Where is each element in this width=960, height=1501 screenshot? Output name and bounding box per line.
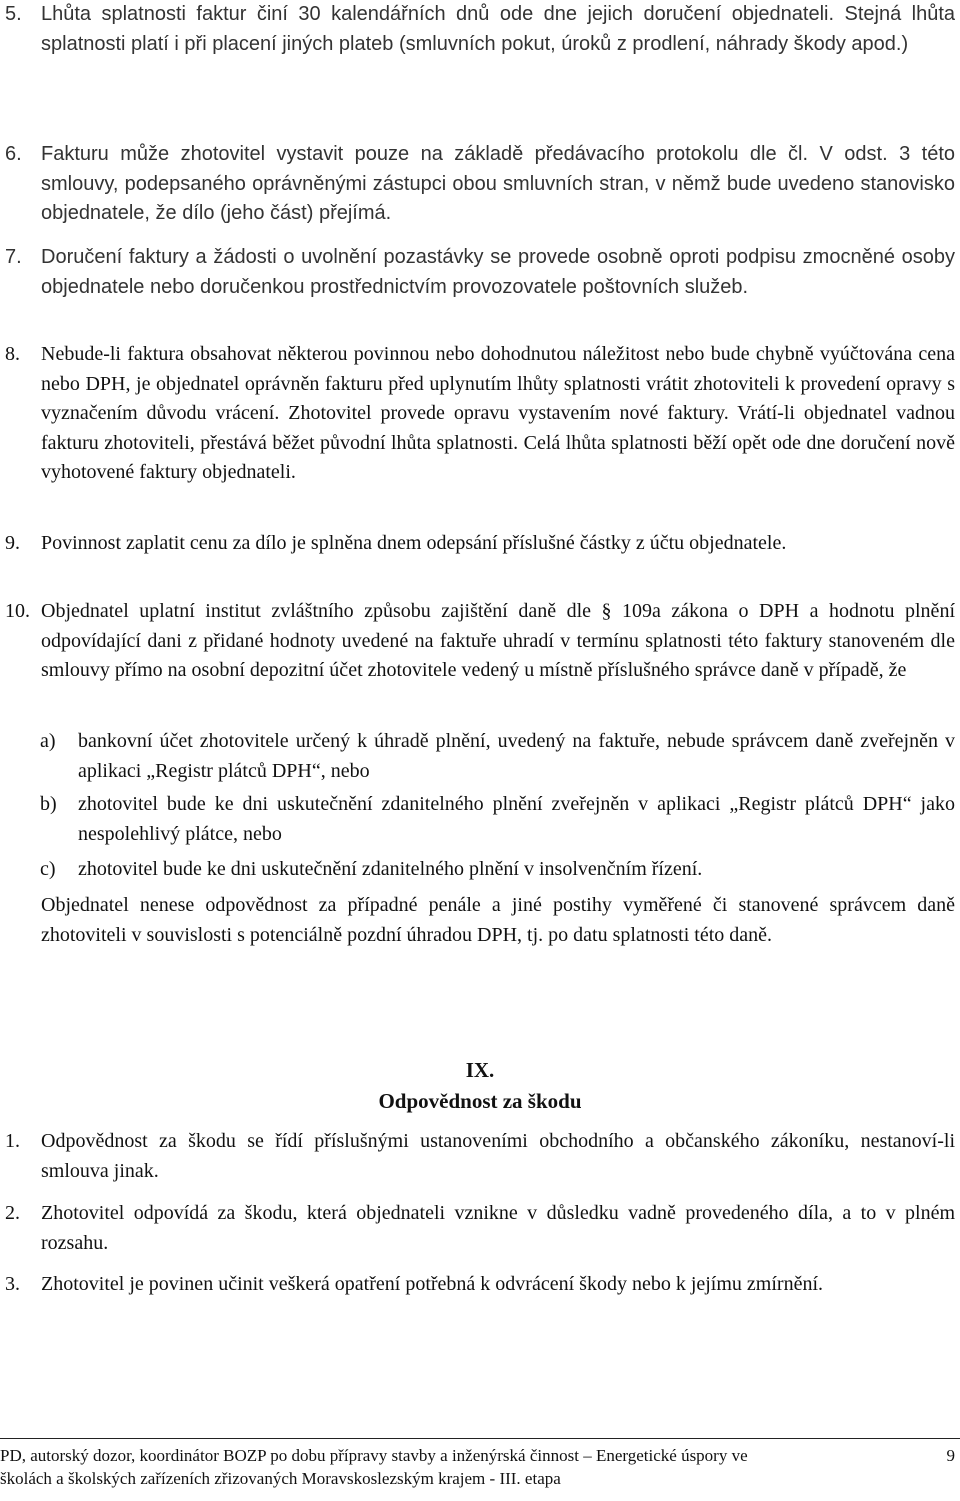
footer-line-2: školách a školských zařízeních zřizovaných Moravskoslezským krajem - III. etapa [0, 1469, 561, 1488]
item-number: 8. [5, 343, 20, 365]
item-number: 6. [5, 143, 22, 165]
item-number: 2. [5, 1202, 20, 1224]
item-number: 1. [5, 1130, 20, 1152]
list-item [5, 529, 955, 559]
item-number: 5. [5, 3, 22, 25]
item-text: Zhotovitel je povinen učinit veškerá opatření potřebná k odvrácení škody nebo k jejímu zmírnění. [41, 1273, 824, 1295]
item-number: 3. [5, 1273, 20, 1295]
list-item [5, 340, 955, 488]
item-text: Nebude-li faktura obsahovat některou povinnou nebo dohodnutou náležitost nebo bude chybně vyúčtována cena nebo DPH, je objednatel oprávněn fakturu před uplynutím lhůty splatnosti vrátit zhotoviteli k provedení opravy s vyznačením důvodu vrácení. Zhotovitel provede opravu vystavením nové faktury. Vrátí-li objednatel vadnou fakturu zhotoviteli, přestává běžet původní lhůta splatnosti. Celá lhůta splatnosti běží opět ode dne doručení nově vyhotovené faktury objednateli. [41, 343, 955, 483]
item-text: Objednatel uplatní institut zvláštního způsobu zajištění daně dle § 109a zákona o DPH a hodnotu plnění odpovídající dani z přidané hodnoty uvedené na faktuře uhradí v termínu splatnosti této faktury stanoveném dle smlouvy přímo na osobní depozitní účet zhotovitele vedený u místně příslušného správce daně v případě, že [41, 600, 955, 681]
list-item [5, 243, 955, 302]
footer-line-1: PD, autorský dozor, koordinátor BOZP po dobu přípravy stavby a inženýrská činnost – Energetické úspory ve [0, 1446, 748, 1465]
sub-item-mark: a) [40, 730, 56, 752]
sub-item-text: bankovní účet zhotovitele určený k úhradě plnění, uvedený na faktuře, nebude správcem daně zveřejněn v aplikaci „Registr plátců DPH“, nebo [78, 730, 955, 782]
item-text: Zhotovitel odpovídá za škodu, která objednateli vznikne v důsledku vadně provedeného díla, a to v plném rozsahu. [41, 1202, 955, 1254]
sub-item-mark: c) [40, 858, 56, 880]
item-text: Povinnost zaplatit cenu za dílo je splněna dnem odepsání příslušné částky z účtu objednatele. [41, 532, 787, 554]
list-item [5, 1199, 955, 1258]
item-text: Doručení faktury a žádosti o uvolnění pozastávky se provede osobně oproti podpisu zmocněné osoby objednatele nebo doručenkou prostřednictvím provozovatele poštovních služeb. [41, 246, 955, 298]
sub-item-mark: b) [40, 793, 57, 815]
sub-list-item [40, 855, 955, 885]
item-text: Odpovědnost za škodu se řídí příslušnými ustanoveními obchodního a občanského zákoníku, nestanoví-li smlouva jinak. [41, 1130, 955, 1182]
sub-item-text: zhotovitel bude ke dni uskutečnění zdanitelného plnění v insolvenčním řízení. [78, 858, 703, 880]
item-text: Fakturu může zhotovitel vystavit pouze na základě předávacího protokolu dle čl. V odst. 3 této smlouvy, podepsaného oprávněnými zástupci obou smluvních stran, v němž bude uvedeno stanovisko objednatele, že dílo (jeho část) přejímá. [41, 143, 955, 224]
section-title: Odpovědnost za škodu [378, 1089, 582, 1113]
sub-item-text: zhotovitel bude ke dni uskutečnění zdanitelného plnění zveřejněn v aplikaci „Registr plátců DPH“ jako nespolehlivý plátce, nebo [78, 793, 955, 845]
list-item [5, 0, 955, 59]
list-item [5, 1127, 955, 1186]
item-number: 7. [5, 246, 22, 268]
page-footer [0, 1444, 955, 1490]
sub-list-item [40, 727, 955, 786]
item-number: 10. [5, 600, 30, 622]
list-item [5, 140, 955, 229]
closing-paragraph: Objednatel nenese odpovědnost za případné penále a jiné postihy vyměřené či stanovené správcem daně zhotoviteli v souvislosti s potenciálně pozdní úhradou DPH, tj. po datu splatnosti této daně. [41, 894, 955, 946]
list-item [5, 597, 955, 686]
section-number: IX. [465, 1058, 495, 1082]
footer-divider [0, 1438, 960, 1439]
item-text: Lhůta splatnosti faktur činí 30 kalendářních dnů ode dne jejich doručení objednateli. Stejná lhůta splatnosti platí i při placení jiných plateb (smluvních pokut, úroků z prodlení, náhrady škody apod.) [41, 3, 955, 55]
list-item [5, 1270, 955, 1300]
item-number: 9. [5, 532, 20, 554]
page-number: 9 [946, 1446, 955, 1465]
sub-list-item [40, 790, 955, 849]
